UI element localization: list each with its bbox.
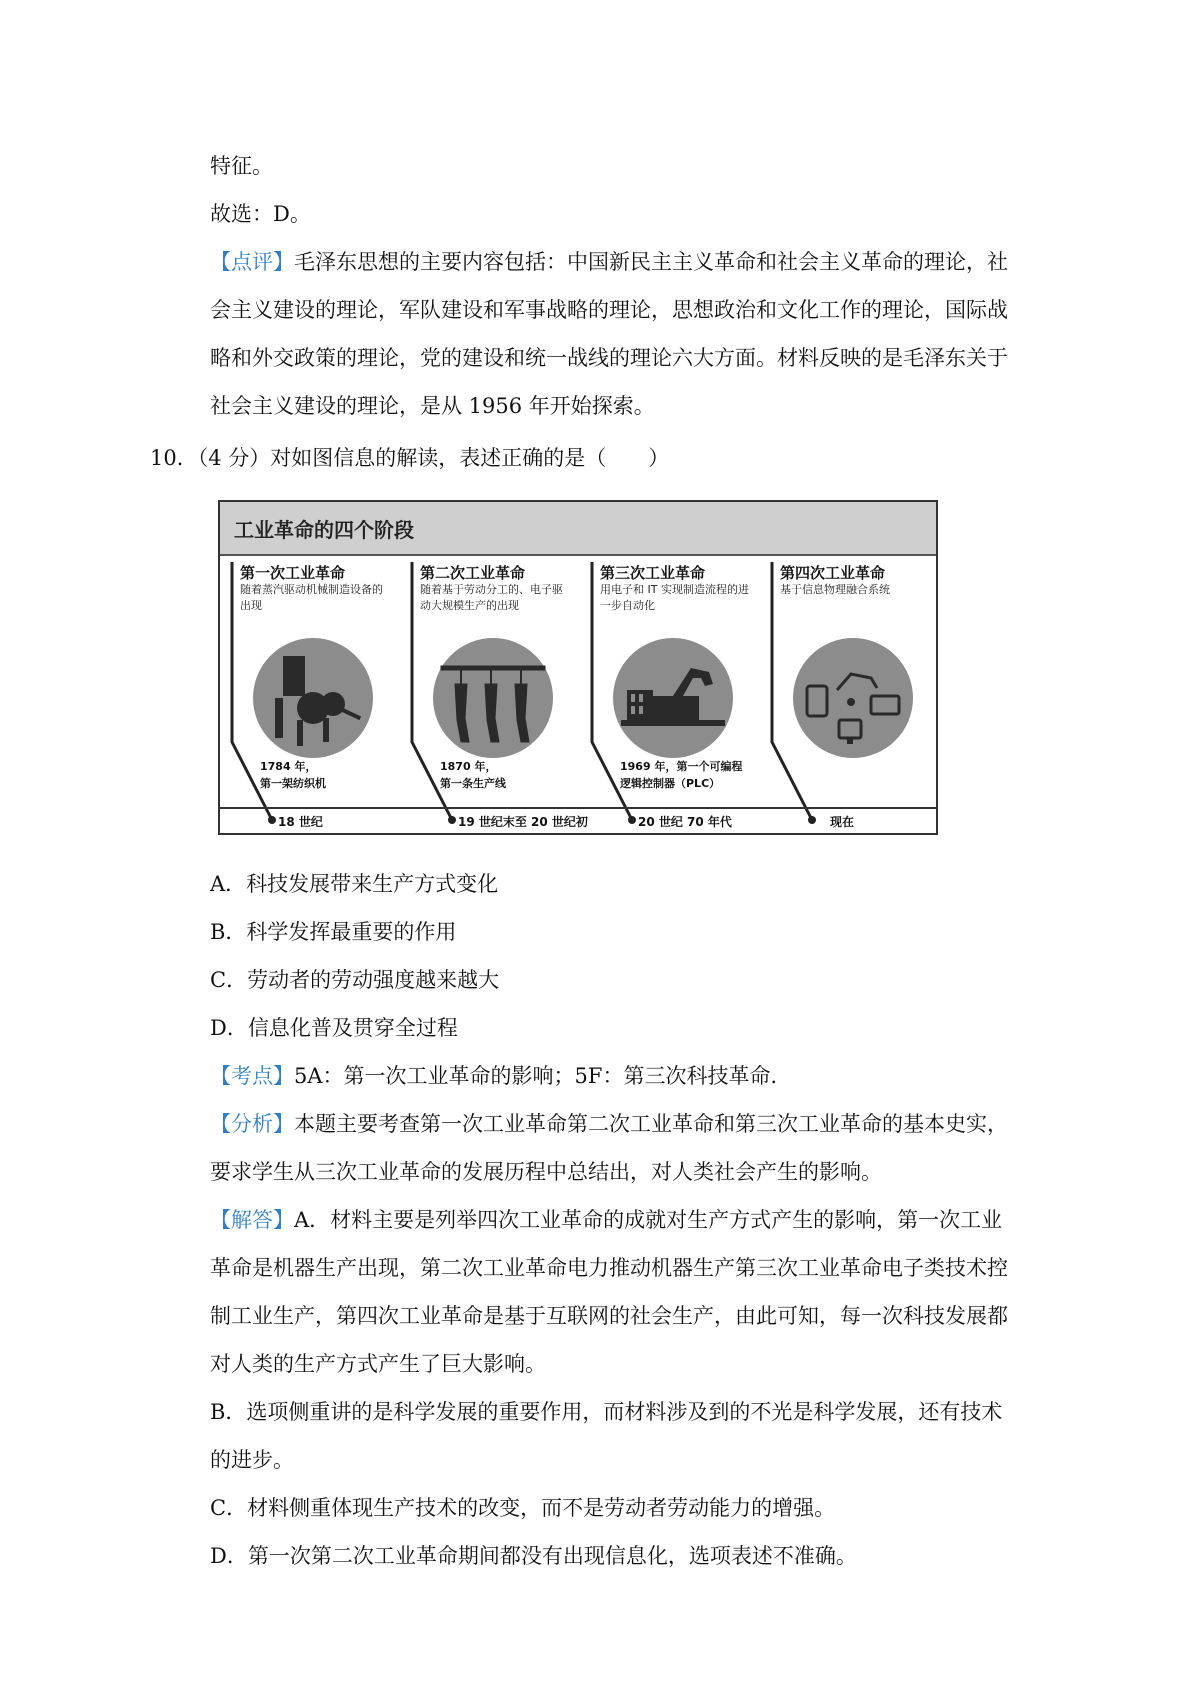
jieda-paragraph	[210, 1206, 1002, 1234]
explain-c: C．材料侧重体现生产技术的改变，而不是劳动者劳动能力的增强。	[210, 1496, 836, 1520]
option-a: A．科技发展带来生产方式变化	[210, 872, 499, 896]
kaodian-tag: 【考点】	[210, 1064, 294, 1088]
jieda-tag: 【解答】	[210, 1208, 294, 1232]
stage-note-event: 第一架纺织机	[260, 777, 326, 790]
question-number: 10．	[150, 446, 198, 470]
industrial-revolution-figure	[218, 500, 938, 835]
jieda-line: 革命是机器生产出现，第二次工业革命电力推动机器生产第三次工业革命电子类技术控	[210, 1256, 1008, 1280]
option-c: C．劳动者的劳动强度越来越大	[210, 968, 500, 992]
stage-note	[440, 758, 570, 792]
spinning-machine-icon	[253, 638, 373, 758]
answer-line: 故选：D。	[210, 202, 311, 226]
comment-line: 会主义建设的理论，军队建设和军事战略的理论，思想政治和文化工作的理论，国际战	[210, 298, 1008, 322]
stage-description: 随着蒸汽驱动机械制造设备的出现	[240, 583, 383, 612]
axis-label: 19 世纪末至 20 世纪初	[458, 815, 588, 829]
jieda-line: 对人类的生产方式产生了巨大影响。	[210, 1352, 546, 1376]
kaodian-paragraph	[210, 1062, 791, 1090]
stage-note-year: 1784 年，	[260, 760, 317, 773]
comment-line: 社会主义建设的理论，是从 1956 年开始探索。	[210, 394, 655, 418]
stage-note-year: 1969 年，第一个可编程	[620, 760, 743, 773]
option-b: B．科学发挥最重要的作用	[210, 920, 457, 944]
stage-third	[580, 558, 752, 798]
stage-note-event: 逻辑控制器（PLC）	[620, 777, 721, 790]
stage-title: 第四次工业革命	[780, 564, 886, 582]
question-stem	[150, 444, 669, 472]
stage-second	[400, 558, 572, 798]
stage-title: 第二次工业革命	[420, 564, 526, 582]
axis-label: 现在	[830, 815, 855, 829]
assembly-line-icon	[433, 638, 553, 758]
stage-description: 基于信息物理融合系统	[780, 583, 890, 596]
stage-first	[220, 558, 392, 798]
stage-title: 第一次工业革命	[240, 564, 346, 582]
stage-note-year: 1870 年，	[440, 760, 497, 773]
stage-description: 用电子和 IT 实现制造流程的进一步自动化	[600, 583, 749, 612]
text-line: 特征。	[210, 154, 273, 178]
fenxi-paragraph	[210, 1110, 1008, 1138]
stage-note	[260, 758, 390, 792]
figure-title: 工业革命的四个阶段	[234, 518, 414, 542]
robot-arm-icon	[613, 638, 733, 758]
axis-label: 20 世纪 70 年代	[638, 815, 732, 829]
fenxi-text: 本题主要考查第一次工业革命第二次工业革命和第三次工业革命的基本史实，	[294, 1112, 1008, 1136]
axis-label: 18 世纪	[278, 815, 323, 829]
kaodian-text: 5A：第一次工业革命的影响；5F：第三次科技革命．	[294, 1064, 792, 1088]
fenxi-line: 要求学生从三次工业革命的发展历程中总结出，对人类社会产生的影响。	[210, 1160, 882, 1184]
fenxi-tag: 【分析】	[210, 1112, 294, 1136]
question-text: （4 分）对如图信息的解读，表述正确的是（ ）	[197, 446, 670, 470]
jieda-text: A．材料主要是列举四次工业革命的成就对生产方式产生的影响，第一次工业	[294, 1208, 1003, 1232]
explain-b-cont: 的进步。	[210, 1448, 294, 1472]
comment-tag: 【点评】	[210, 250, 294, 274]
option-d: D．信息化普及贯穿全过程	[210, 1016, 458, 1040]
comment-paragraph	[210, 248, 1008, 276]
stage-description: 随着基于劳动分工的、电子驱动大规模生产的出现	[420, 583, 563, 612]
timeline-axis	[220, 807, 936, 835]
cyber-physical-devices-icon	[793, 638, 913, 758]
comment-text: 毛泽东思想的主要内容包括：中国新民主主义革命和社会主义革命的理论，社	[294, 250, 1008, 274]
stage-title: 第三次工业革命	[600, 564, 706, 582]
explain-b: B．选项侧重讲的是科学发展的重要作用，而材料涉及到的不光是科学发展，还有技术	[210, 1400, 1003, 1424]
jieda-line: 制工业生产，第四次工业革命是基于互联网的社会生产，由此可知，每一次科技发展都	[210, 1304, 1008, 1328]
stage-note	[620, 758, 750, 792]
stage-note-event: 第一条生产线	[440, 777, 506, 790]
stage-fourth	[760, 558, 932, 798]
comment-line: 略和外交政策的理论，党的建设和统一战线的理论六大方面。材料反映的是毛泽东关于	[210, 346, 1008, 370]
explain-d: D．第一次第二次工业革命期间都没有出现信息化，选项表述不准确。	[210, 1544, 857, 1568]
